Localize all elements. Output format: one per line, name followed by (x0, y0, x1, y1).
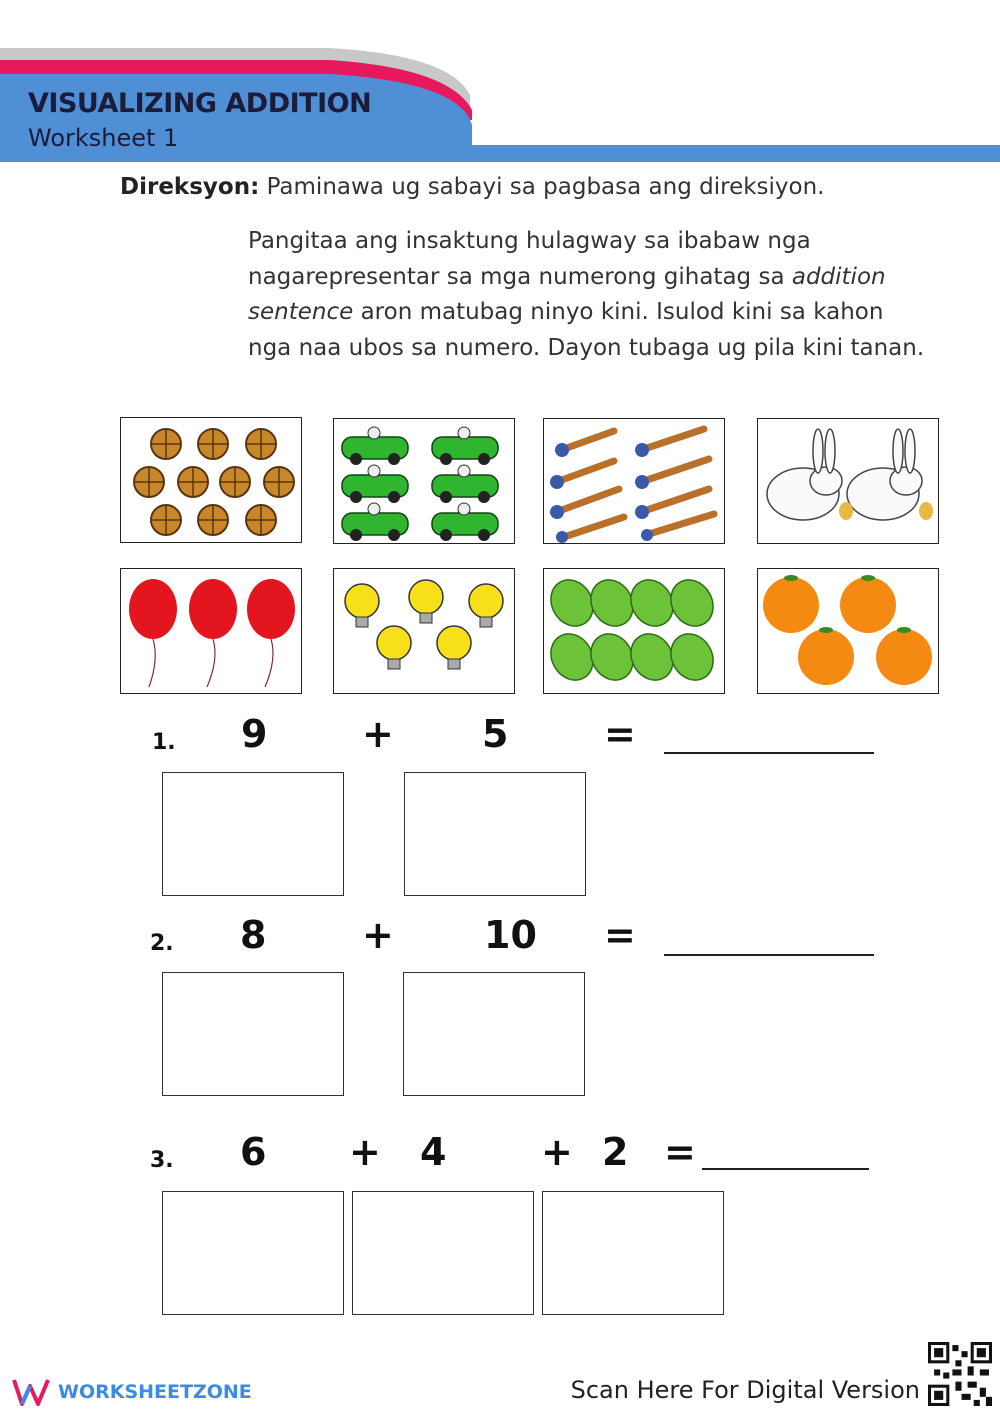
problem-3-equals: = (664, 1130, 696, 1174)
direction-line (120, 174, 824, 200)
picture-oranges (757, 568, 939, 694)
problem-1-addend-b: 5 (482, 712, 509, 756)
scan-text: Scan Here For Digital Version (570, 1376, 920, 1404)
problem-3-addend-b: 4 (420, 1130, 447, 1174)
problem-3-box-a[interactable] (162, 1191, 344, 1315)
problem-1-answer-line[interactable] (664, 752, 874, 754)
instructions (248, 224, 928, 366)
problem-1-box-a[interactable] (162, 772, 344, 896)
instructions-part1: Pangitaa ang insaktung hulagway sa ibabaw nga nagarepresentar sa mga numerong gihatag sa (248, 228, 811, 290)
problem-1-number: 1. (152, 730, 176, 755)
problem-3-plus-2: + (541, 1130, 573, 1174)
problem-1-plus: + (362, 712, 394, 756)
direction-text: Paminawa ug sabayi sa pagbasa ang direksiyon. (259, 174, 825, 200)
problem-1-box-b[interactable] (404, 772, 586, 896)
picture-leaves (543, 568, 725, 694)
picture-basketballs (120, 417, 302, 543)
problem-3-box-b[interactable] (352, 1191, 534, 1315)
worksheetzone-logo[interactable] (12, 1372, 252, 1412)
problem-3-box-c[interactable] (542, 1191, 724, 1315)
problem-2-addend-b: 10 (484, 913, 537, 957)
problem-3-addend-a: 6 (240, 1130, 267, 1174)
problem-3-number: 3. (150, 1148, 174, 1173)
problem-3-answer-line[interactable] (702, 1168, 869, 1170)
problem-2-box-a[interactable] (162, 972, 344, 1096)
problem-2-addend-a: 8 (240, 913, 267, 957)
worksheetzone-brand: WORKSHEETZONE (58, 1381, 252, 1403)
problem-2-plus: + (362, 913, 394, 957)
picture-cars (333, 418, 515, 544)
picture-wrenches (543, 418, 725, 544)
picture-rabbits (757, 418, 939, 544)
worksheetzone-logo-icon (12, 1376, 50, 1408)
problem-2-equals: = (604, 913, 636, 957)
qr-code-icon[interactable] (928, 1342, 992, 1406)
instructions-italic: addition sentence (248, 263, 886, 325)
problem-2-number: 2. (150, 931, 174, 956)
problem-1-equals: = (604, 712, 636, 756)
direction-label: Direksyon: (120, 174, 260, 200)
picture-light-bulbs (333, 568, 515, 694)
problem-2-box-b[interactable] (403, 972, 585, 1096)
picture-balloons (120, 568, 302, 694)
problem-3-addend-c: 2 (602, 1130, 629, 1174)
worksheet-title: VISUALIZING ADDITION (28, 88, 372, 119)
problem-2-answer-line[interactable] (664, 954, 874, 956)
instructions-part2: aron matubag ninyo kini. Isulod kini sa kahon nga naa ubos sa numero. Dayon tubaga ug pila kini tanan. (248, 299, 925, 361)
problem-3-plus-1: + (349, 1130, 381, 1174)
worksheet-subtitle: Worksheet 1 (28, 124, 179, 152)
problem-1-addend-a: 9 (241, 712, 268, 756)
